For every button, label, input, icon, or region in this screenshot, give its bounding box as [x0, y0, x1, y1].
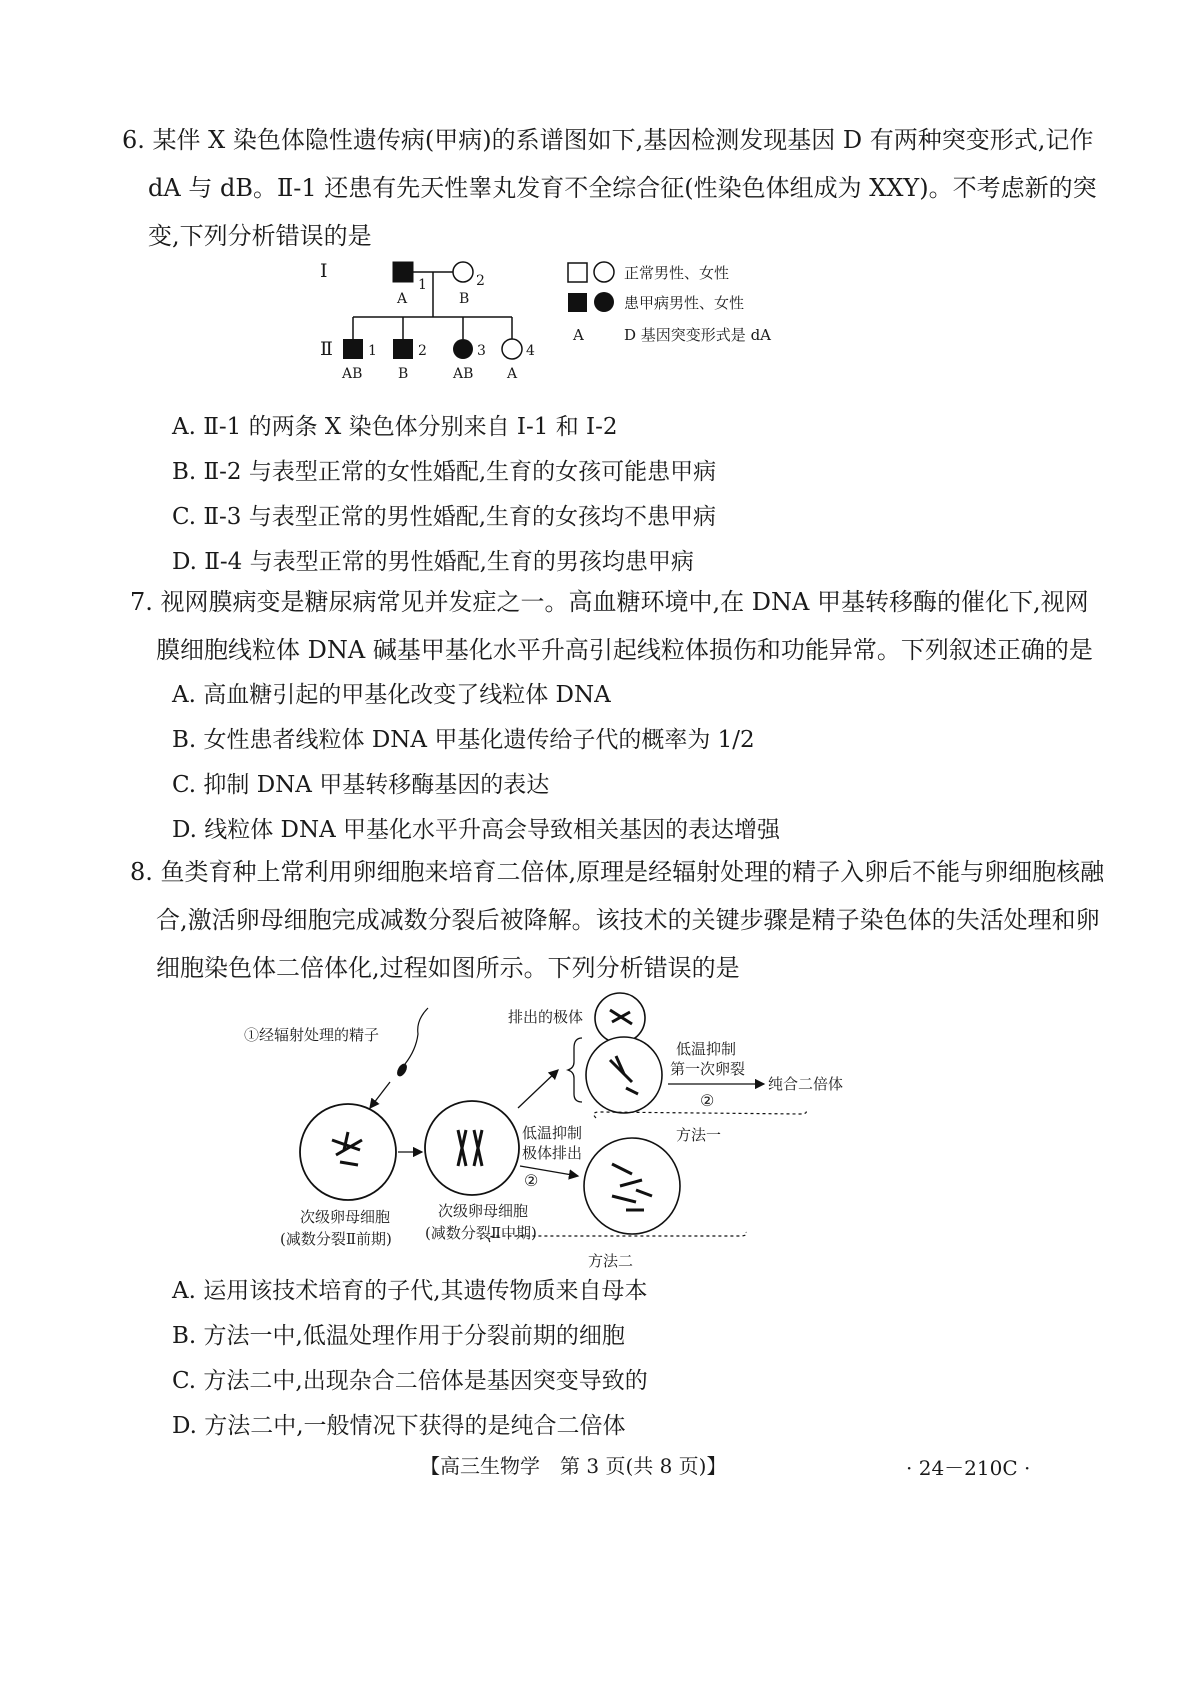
legend-affected-text: 患甲病男性、女性: [624, 294, 745, 312]
q7-option-d: D. 线粒体 DNA 甲基化水平升高会导致相关基因的表达增强: [172, 817, 781, 843]
gynogenesis-diagram: [240, 990, 880, 1270]
q6-line-1: 6. 某伴 X 染色体隐性遗传病(甲病)的系谱图如下,基因检测发现基因 D 有两种突变形式,记作: [122, 126, 1094, 154]
cell1-sub: (减数分裂Ⅱ前期): [280, 1230, 392, 1248]
method1-line2: 第一次卵裂: [670, 1060, 746, 1078]
legend-affected-female-icon: [594, 292, 614, 312]
legend-affected-male-icon: [568, 293, 587, 312]
q8-option-d: D. 方法二中,一般情况下获得的是纯合二倍体: [172, 1413, 626, 1439]
q7-line-1: 7. 视网膜病变是糖尿病常见并发症之一。高血糖环境中,在 DNA 甲基转移酶的催化下,视网: [130, 588, 1089, 616]
q6-option-a: A. Ⅱ-1 的两条 X 染色体分别来自 Ⅰ-1 和 Ⅰ-2: [172, 414, 618, 440]
pedigree-i1-male-affected: [393, 262, 413, 282]
q7-option-b: B. 女性患者线粒体 DNA 甲基化遗传给子代的概率为 1/2: [172, 727, 755, 753]
i1-number: 1: [418, 277, 427, 293]
method2-line2: 极体排出: [522, 1144, 583, 1162]
oocyte-metaphase-cell: [425, 1101, 519, 1195]
q8-option-a: A. 运用该技术培育的子代,其遗传物质来自母本: [172, 1278, 648, 1304]
legend-normal-female-icon: [594, 262, 614, 282]
q7-option-c: C. 抑制 DNA 甲基转移酶基因的表达: [172, 772, 550, 798]
legend-key: A: [573, 326, 584, 344]
ii4-genotype: A: [507, 366, 518, 382]
i2-number: 2: [476, 273, 485, 289]
method2-cell: [584, 1138, 680, 1234]
oocyte-prophase-cell: [300, 1104, 396, 1200]
cell2-sub: (减数分裂Ⅱ中期): [425, 1224, 537, 1242]
q8-line-3: 细胞染色体二倍体化,过程如图所示。下列分析错误的是: [156, 954, 740, 982]
q7-option-a: A. 高血糖引起的甲基化改变了线粒体 DNA: [172, 682, 611, 708]
legend-normal-male-icon: [568, 263, 587, 282]
arrow-to-method1: [518, 1070, 558, 1108]
q7-line-2: 膜细胞线粒体 DNA 碱基甲基化水平升高引起线粒体损伤和功能异常。下列叙述正确的是: [156, 636, 1093, 664]
pedigree-ii3-female-affected: [453, 339, 473, 359]
brace-icon: [568, 1038, 582, 1102]
question-6-stem: [122, 116, 1097, 260]
method2-step: ②: [524, 1171, 539, 1190]
method1-result: 纯合二倍体: [768, 1075, 844, 1093]
q6-option-c: C. Ⅱ-3 与表型正常的男性婚配,生育的女孩均不患甲病: [172, 504, 717, 530]
pedigree-ii2-male-affected: [393, 339, 413, 359]
q6-option-d: D. Ⅱ-4 与表型正常的男性婚配,生育的男孩均患甲病: [172, 549, 694, 575]
ii4-number: 4: [526, 343, 535, 359]
q6-line-3: 变,下列分析错误的是: [148, 222, 372, 250]
q6-line-2: dA 与 dB。Ⅱ-1 还患有先天性睾丸发育不全综合征(性染色体组成为 XXY)。不考虑新的突: [148, 174, 1097, 202]
method1-step: ②: [700, 1091, 715, 1110]
cell2-label: 次级卵母细胞: [438, 1202, 529, 1220]
pedigree-ii1-male-affected: [343, 339, 363, 359]
i2-genotype: B: [459, 291, 470, 307]
pedigree-i2-female-normal: [453, 262, 473, 282]
generation-label-1: Ⅰ: [320, 260, 328, 282]
method1-name: 方法一: [676, 1126, 722, 1144]
ii3-genotype: AB: [453, 366, 474, 382]
q8-line-1: 8. 鱼类育种上常利用卵细胞来培育二倍体,原理是经辐射处理的精子入卵后不能与卵细胞核融: [130, 858, 1105, 886]
legend-key-desc: D 基因突变形式是 dA: [624, 326, 771, 344]
method2-line1: 低温抑制: [522, 1124, 583, 1142]
page-footer-code: · 24－210C ·: [906, 1456, 1031, 1480]
q8-option-c: C. 方法二中,出现杂合二倍体是基因突变导致的: [172, 1368, 648, 1394]
legend-normal-text: 正常男性、女性: [624, 264, 730, 282]
q6-option-b: B. Ⅱ-2 与表型正常的女性婚配,生育的女孩可能患甲病: [172, 459, 717, 485]
q8-option-b: B. 方法一中,低温处理作用于分裂前期的细胞: [172, 1323, 625, 1349]
ii1-number: 1: [368, 343, 377, 359]
method2-name: 方法二: [588, 1252, 634, 1270]
sperm-label: ①经辐射处理的精子: [244, 1026, 380, 1044]
pedigree-chart: [300, 255, 800, 385]
ii1-genotype: AB: [342, 366, 363, 382]
ii2-number: 2: [418, 343, 427, 359]
page-footer-title: 【高三生物学 第 3 页(共 8 页)】: [420, 1454, 727, 1478]
i1-genotype: A: [397, 291, 408, 307]
generation-label-2: Ⅱ: [320, 338, 333, 360]
question-7-stem: [130, 578, 1093, 674]
pedigree-ii4-female-normal: [502, 339, 522, 359]
question-8-stem: [130, 848, 1104, 992]
sperm-arrow: [370, 1082, 390, 1108]
polar-body-label: 排出的极体: [508, 1008, 584, 1026]
sperm-head-icon: [395, 1062, 409, 1078]
sperm-tail: [405, 1008, 428, 1064]
q8-line-2: 合,激活卵母细胞完成减数分裂后被降解。该技术的关键步骤是精子染色体的失活处理和卵: [156, 906, 1100, 934]
ii2-genotype: B: [398, 366, 409, 382]
ii3-number: 3: [477, 343, 486, 359]
cell1-label: 次级卵母细胞: [300, 1208, 391, 1226]
method1-line1: 低温抑制: [676, 1040, 737, 1058]
